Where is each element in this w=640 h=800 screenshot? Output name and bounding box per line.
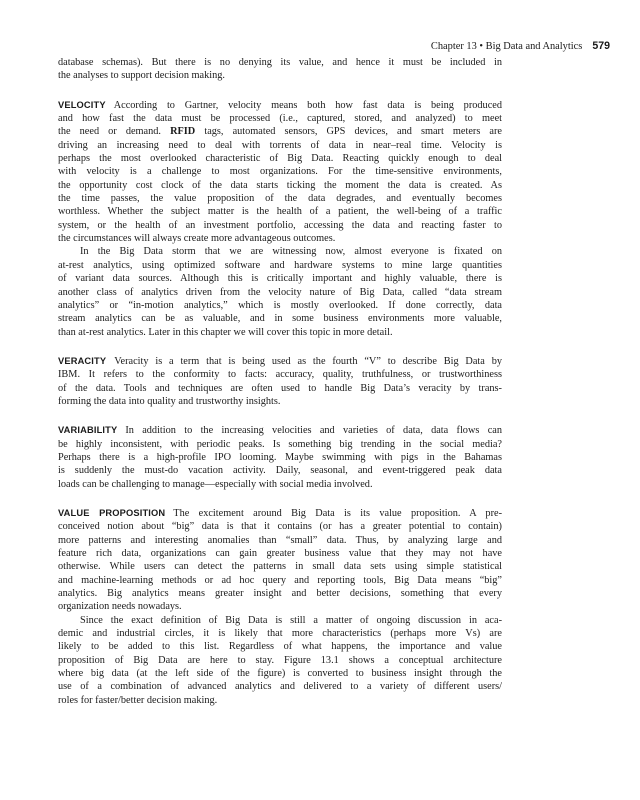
text-line: of variant data sources. Although this is critically important and highly valuable, there is: [58, 273, 502, 285]
text-line: feature rich data, organizations can gain greater business value that they may not have: [58, 548, 502, 559]
text-line: the time passes, the value proposition of the data degrades, and eventually becomes: [58, 193, 502, 205]
text-line: likely to be added to this list. Regardless of what happens, the importance and value: [58, 641, 502, 653]
text-line: analytics” or “in-motion analytics,” which is mostly overlooked. If done correctly, data: [58, 299, 502, 311]
section-paragraph: [58, 424, 502, 491]
text-block: [58, 56, 502, 707]
text-line: more patterns and interesting anomalies than “small” data. Thus, by analyzing large and: [58, 534, 502, 546]
body-paragraph: [58, 614, 502, 707]
text-line: the opportunity cost clock of the data starts ticking the moment the data is created. As: [58, 179, 502, 191]
text-line: perhaps the most overlooked characteristic of Big Data. Reacting quickly enough to deal: [58, 153, 502, 165]
text-line: In the Big Data storm that we are witnessing now, almost everyone is fixated on: [80, 246, 502, 258]
text-line: VELOCITY According to Gartner, velocity means both how fast data is being produced: [58, 99, 502, 111]
text-line: organization needs nowadays.: [58, 601, 182, 613]
section-heading: VARIABILITY: [58, 425, 118, 436]
text-line: stream analytics can be as valuable, and in some business environments more valuable,: [58, 313, 502, 325]
text-line: forming the data into quality and trustworthy insights.: [58, 395, 281, 407]
bold-term: RFID: [170, 126, 196, 138]
text-line: with velocity is a challenge to most organizations. For the time-sensitive environments,: [58, 166, 502, 178]
text-line: where big data (at the left side of the figure) is converted to business insight through the: [58, 668, 502, 680]
text-line: the analyses to support decision making.: [58, 70, 226, 82]
section-heading: VELOCITY: [58, 99, 106, 110]
text-line: VERACITY Veracity is a term that is being used as the fourth “V” to describe Big Data by: [58, 355, 502, 367]
text-line: driving an increasing need to deal with torrents of data in near–real time. Velocity is: [58, 139, 502, 151]
text-line: use of a combination of advanced analytics and delivered to a variety of different users/: [58, 681, 502, 693]
text-line: proposition of Big Data are here to stay. Figure 13.1 shows a conceptual architecture: [58, 654, 502, 666]
section-heading: VERACITY: [58, 355, 107, 366]
text-line: system, or the health of an investment portfolio, accessing the data and reacting faster to: [58, 219, 502, 231]
text-line: roles for faster/better decision making.: [58, 694, 218, 706]
body-paragraph: [58, 56, 502, 83]
text-line: and how fast the data must be processed (i.e., captured, stored, and analyzed) to meet: [58, 113, 502, 125]
section-paragraph: [58, 99, 502, 246]
section-heading: VALUE PROPOSITION: [58, 507, 166, 518]
running-header: [58, 40, 610, 53]
page-number: 579: [592, 40, 610, 52]
text-line: the need or demand. RFID tags, automated sensors, GPS devices, and smart meters are: [58, 126, 502, 138]
text-line: and machine-learning methods or ad hoc query and reporting tools, Big Data means “big”: [58, 574, 502, 586]
text-line: of the data. Tools and techniques are often used to handle Big Data’s veracity by trans-: [58, 382, 502, 394]
text-line: Perhaps there is a high-profile IPO looming. Maybe swimming with pigs in the Bahamas: [58, 451, 502, 463]
text-line: is suddenly the must-do vacation activity. Daily, seasonal, and event-triggered peak data: [58, 465, 502, 477]
text-line: VALUE PROPOSITION The excitement around Big Data is its value proposition. A pre-: [58, 507, 502, 519]
text-line: otherwise. While users can detect the patterns in small data sets using simple statistical: [58, 561, 502, 573]
text-line: the circumstances will always create more advantageous outcomes.: [58, 233, 336, 245]
text-line: analytics. Big analytics means greater insight and better decisions, something that every: [58, 588, 502, 600]
text-line: IBM. It refers to the conformity to facts: accuracy, quality, truthfulness, or trustworthiness: [58, 369, 502, 381]
text-line: database schemas). But there is no denying its value, and hence it must be included in: [58, 57, 502, 68]
body-paragraph: [58, 245, 502, 338]
text-line: another class of analytics driven from the velocity nature of Big Data, called “data stream: [58, 286, 502, 298]
text-line: be highly inconsistent, with periodic peaks. Is something big trending in the social media?: [58, 438, 502, 450]
text-line: demic and industrial circles, it is likely that more characteristics (perhaps more Vs) are: [58, 628, 502, 640]
text-line: loads can be challenging to manage—especially with social media involved.: [58, 478, 373, 490]
text-line: VARIABILITY In addition to the increasing velocities and varieties of data, data flows can: [58, 425, 502, 437]
text-line: at-rest analytics, using optimized software and hardware systems to mine large quantities: [58, 259, 502, 271]
section-paragraph: [58, 507, 502, 614]
text-line: conceived notion about “big” data is that it contains (or has a greater potential to contain): [58, 521, 502, 533]
running-head-text: Chapter 13 • Big Data and Analytics: [430, 41, 583, 52]
text-line: Since the exact definition of Big Data is still a matter of ongoing discussion in aca-: [80, 614, 502, 626]
text-line: worthless. Whether the subject matter is the health of a patient, the well-being of a traffic: [58, 206, 502, 218]
text-line: than at-rest analytics. Later in this chapter we will cover this topic in more detail.: [58, 326, 393, 338]
section-paragraph: [58, 355, 502, 408]
